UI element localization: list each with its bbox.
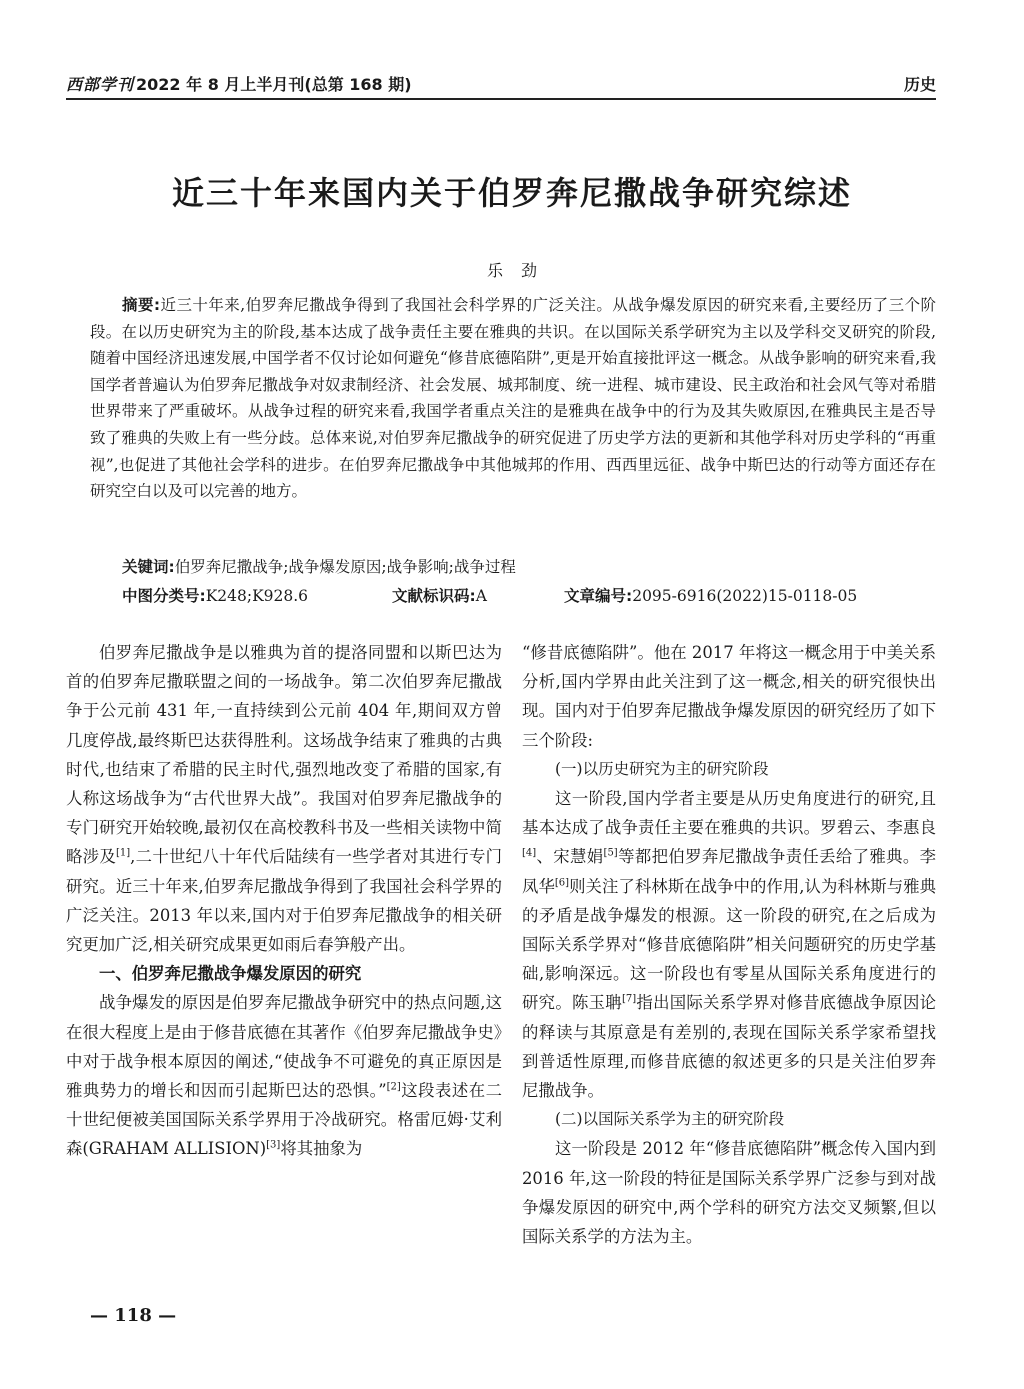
text-span: 伯罗奔尼撒战争是以雅典为首的提洛同盟和以斯巴达为首的伯罗奔尼撒联盟之间的一场战争。第二次伯罗奔尼撒战争于公元前 431 年,一直持续到公元前 404 年,期间双方曾几度停战,最终斯巴达获得胜利。这场战争结束了雅典的古典时代,也结束了希腊的民主时代,强烈地改变了希腊的国家,有人称这场战争为“古代世界大战”。我国对伯罗奔尼撒战争的专门研究开始较晚,最初仅在高校教科书及一些相关读物中简略涉及 xyxy=(66,643,502,867)
text-span: 指出国际关系学界对修昔底德战争原因论的释读与其原意是有差别的,表现在国际关系学家希望找到普适性原理,而修昔底德的叙述更多的只是关注伯罗奔尼撒战争。 xyxy=(522,993,937,1101)
issue-info: 2022 年 8 月上半月刊(总第 168 期) xyxy=(136,75,412,94)
abstract-label: 摘要: xyxy=(122,296,161,314)
running-header xyxy=(66,68,936,98)
citation-ref[interactable]: [5] xyxy=(603,847,618,859)
body-column-right xyxy=(522,638,936,1251)
page-number: — 118 — xyxy=(90,1305,177,1326)
keywords xyxy=(122,554,936,580)
body-paragraph: 这一阶段是 2012 年“修昔底德陷阱”概念传入国内到 2016 年,这一阶段的特征是国际关系学界广泛参与到对战争爆发原因的研究中,两个学科的研究方法交叉频繁,但以国际关系学的方法为主。 xyxy=(522,1139,936,1247)
text-span: 这段表述在二十世纪便被美国国际关系学界用于冷战研究。格雷厄姆·艾利森(GRAHAM ALLISION) xyxy=(66,1081,502,1159)
clc-label: 中图分类号: xyxy=(122,587,206,605)
text-span: 战争爆发的原因是伯罗奔尼撒战争研究中的热点问题,这在很大程度上是由于修昔底德在其著作《伯罗奔尼撒战争史》中对于战争根本原因的阐述,“使战争不可避免的真正原因是雅典势力的增长和因而引起斯巴达的恐惧。” xyxy=(66,993,502,1101)
classification-line xyxy=(122,583,936,609)
text-span: 将其抽象为 xyxy=(280,1139,363,1159)
section-name: 历史 xyxy=(903,75,936,94)
text-span: 等都把伯罗奔尼撒战争责任丢给了雅典。李凤华 xyxy=(522,847,937,896)
text-span: ,二十世纪八十年代后陆续有一些学者对其进行专门研究。近三十年来,伯罗奔尼撒战争得到了我国社会科学界的广泛关注。2013 年以来,国内对于伯罗奔尼撒战争的相关研究更加广泛,相关研究成果更如雨后春笋般产出。 xyxy=(66,847,502,955)
text-span: 则关注了科林斯在战争中的作用,认为科林斯与雅典的矛盾是战争爆发的根源。这一阶段的研究,在之后成为国际关系学界对“修昔底德陷阱”相关问题研究的历史学基础,影响深远。这一阶段也有零星从国际关系角度进行的研究。陈玉聃 xyxy=(522,876,937,1013)
article-number-value: 2095-6916(2022)15-0118-05 xyxy=(632,587,858,605)
citation-ref[interactable]: [1] xyxy=(116,847,131,859)
abstract xyxy=(90,292,936,505)
body-column-left xyxy=(66,638,502,1164)
clc-value: K248;K928.6 xyxy=(205,587,309,605)
doc-code-label: 文献标识码: xyxy=(392,587,476,605)
header-divider xyxy=(66,98,936,100)
journal-name: 西部学刊 xyxy=(66,75,135,94)
subsection-heading: (一)以历史研究为主的研究阶段 xyxy=(555,759,769,778)
intro-paragraph xyxy=(66,638,502,959)
body-paragraph: “修昔底德陷阱”。他在 2017 年将这一概念用于中美关系分析,国内学界由此关注到了这一概念,相关的研究很快出现。国内对于伯罗奔尼撒战争爆发原因的研究经历了如下三个阶段: xyxy=(522,643,936,750)
section-heading: 一、伯罗奔尼撒战争爆发原因的研究 xyxy=(99,964,362,984)
clc-number xyxy=(122,583,392,609)
text-span: 这一阶段,国内学者主要是从历史角度进行的研究,且基本达成了战争责任主要在雅典的共识。罗碧云、李惠良 xyxy=(522,789,936,838)
author-name: 乐劲 xyxy=(486,261,555,280)
journal-issue-info xyxy=(66,72,412,95)
document-code xyxy=(392,583,564,609)
keywords-text: 伯罗奔尼撒战争;战争爆发原因;战争影响;战争过程 xyxy=(174,558,516,576)
article-number xyxy=(564,583,857,609)
text-span: 、宋慧娟 xyxy=(536,847,604,867)
doc-code-value: A xyxy=(475,587,487,605)
citation-ref[interactable]: [3] xyxy=(266,1139,281,1151)
citation-ref[interactable]: [6] xyxy=(554,877,570,889)
citation-ref[interactable]: [4] xyxy=(522,847,537,859)
article-number-label: 文章编号: xyxy=(564,587,633,605)
citation-ref[interactable]: [7] xyxy=(621,993,637,1005)
abstract-text: 近三十年来,伯罗奔尼撒战争得到了我国社会科学界的广泛关注。从战争爆发原因的研究来看,主要经历了三个阶段。在以历史研究为主的阶段,基本达成了战争责任主要在雅典的共识。在以国际关系学研究为主以及学科交叉研究的阶段,随着中国经济迅速发展,中国学者不仅讨论如何避免“修昔底德陷阱”,更是开始直接批评这一概念。从战争影响的研究来看,我国学者普遍认为伯罗奔尼撒战争对奴隶制经济、社会发展、城邦制度、统一进程、城市建设、民主政治和社会风气等对希腊世界带来了严重破坏。从战争过程的研究来看,我国学者重点关注的是雅典在战争中的行为及其失败原因,在雅典民主是否导致了雅典的失败上有一些分歧。总体来说,对伯罗奔尼撒战争的研究促进了历史学方法的更新和其他学科对历史学科的“再重视”,也促进了其他社会学科的进步。在伯罗奔尼撒战争中其他城邦的作用、西西里远征、战争中斯巴达的行动等方面还存在研究空白以及可以完善的地方。 xyxy=(90,296,937,501)
article-title: 近三十年来国内关于伯罗奔尼撒战争研究综述 xyxy=(171,174,852,212)
subsection-heading: (二)以国际关系学为主的研究阶段 xyxy=(555,1110,785,1129)
body-paragraph xyxy=(522,784,936,1105)
citation-ref[interactable]: [2] xyxy=(386,1081,401,1093)
body-paragraph xyxy=(66,988,502,1163)
keywords-label: 关键词: xyxy=(122,558,175,576)
